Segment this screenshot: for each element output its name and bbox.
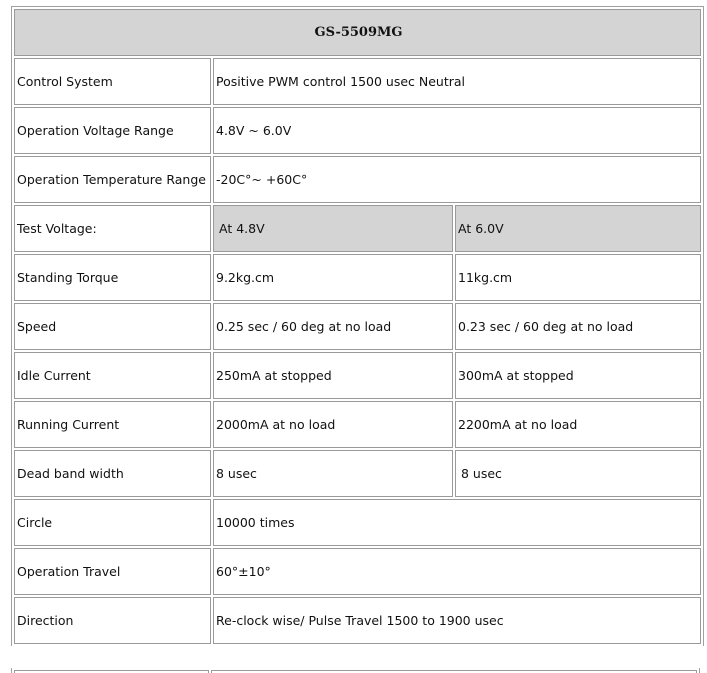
table-title: GS-5509MG [14, 9, 701, 56]
row-label: Operation Voltage Range [14, 107, 211, 154]
table-row [14, 254, 701, 301]
value-b: 11kg.cm [455, 254, 701, 301]
row-label: Dead band width [14, 450, 211, 497]
row-value: Positive PWM control 1500 usec Neutral [213, 58, 701, 105]
table-row [14, 352, 701, 399]
row-label: Control System [14, 58, 211, 105]
table-row [14, 450, 701, 497]
value-a: 250mA at stopped [213, 352, 453, 399]
row-value: -20C°~ +60C° [213, 156, 701, 203]
value-b: 2200mA at no load [455, 401, 701, 448]
row-label: Standing Torque [14, 254, 211, 301]
row-value: 10000 times [213, 499, 701, 546]
value-a: 8 usec [213, 450, 453, 497]
table-continuation [11, 668, 700, 673]
table-row [14, 401, 701, 448]
row-value: 4.8V ~ 6.0V [213, 107, 701, 154]
table-row [14, 303, 701, 350]
spec-table [11, 6, 704, 646]
row-label: Direction [14, 597, 211, 644]
table-row [14, 58, 701, 105]
row-label: Circle [14, 499, 211, 546]
value-b: 8 usec [455, 450, 701, 497]
table-row [14, 548, 701, 595]
row-value: Re-clock wise/ Pulse Travel 1500 to 1900 usec [213, 597, 701, 644]
value-a: 0.25 sec / 60 deg at no load [213, 303, 453, 350]
value-b: 0.23 sec / 60 deg at no load [455, 303, 701, 350]
row-label: Running Current [14, 401, 211, 448]
value-a: 2000mA at no load [213, 401, 453, 448]
test-voltage-row [14, 205, 701, 252]
test-voltage-b: At 6.0V [455, 205, 701, 252]
row-label: Speed [14, 303, 211, 350]
value-a: 9.2kg.cm [213, 254, 453, 301]
value-b: 300mA at stopped [455, 352, 701, 399]
title-row [14, 9, 701, 56]
table-row [14, 499, 701, 546]
row-value: 60°±10° [213, 548, 701, 595]
table-row [14, 597, 701, 644]
row-label: Test Voltage: [14, 205, 211, 252]
row-label: Operation Travel [14, 548, 211, 595]
table-row [14, 156, 701, 203]
test-voltage-a: At 4.8V [213, 205, 453, 252]
row-label: Operation Temperature Range [14, 156, 211, 203]
row-label: Idle Current [14, 352, 211, 399]
table-row [14, 107, 701, 154]
